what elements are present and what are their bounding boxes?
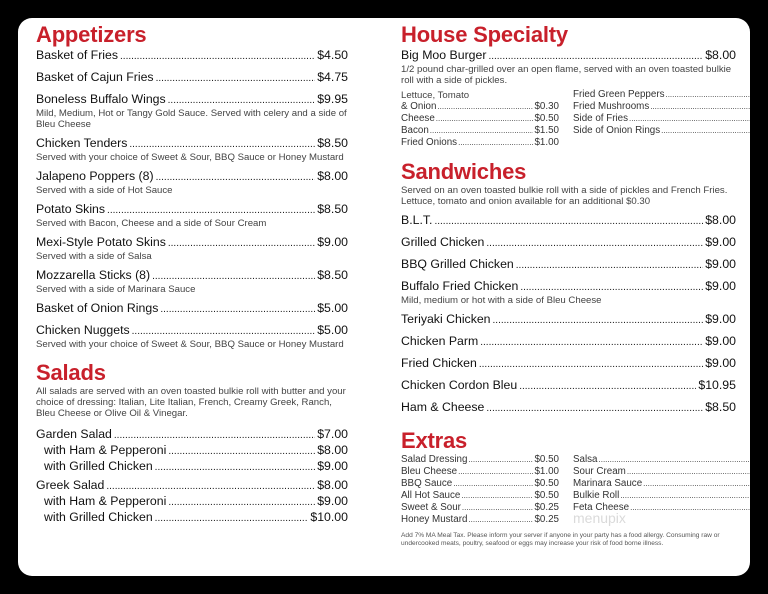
item-price: $8.50 [317, 202, 348, 216]
leader-dots [488, 49, 703, 64]
item-name: Salsa [573, 454, 598, 465]
leader-dots [430, 125, 534, 137]
mini-item [401, 137, 559, 149]
item-description: Served with a side of Hot Sauce [36, 185, 173, 196]
item-name: All Hot Sauce [401, 490, 461, 501]
sandwiches-list [401, 213, 736, 422]
addons-right [573, 89, 750, 149]
item-name: Fried Green Peppers [573, 89, 665, 100]
item-name: Side of Fries [573, 113, 628, 124]
right-column [401, 22, 736, 548]
mini-item [401, 454, 559, 466]
menu-item [36, 136, 348, 152]
item-name: Ham & Cheese [401, 400, 485, 414]
item-name: Bleu Cheese [401, 466, 458, 477]
item-name: Cheese [401, 113, 435, 124]
leader-dots [168, 236, 315, 251]
item-name: Chicken Parm [401, 334, 479, 348]
leader-dots [650, 101, 750, 113]
leader-dots [458, 137, 533, 149]
item-price: $5.00 [317, 323, 348, 337]
leader-dots [155, 511, 309, 526]
menu-item [36, 48, 348, 64]
item-name: Potato Skins [36, 202, 106, 216]
menu-item [401, 400, 736, 416]
item-name: Bacon [401, 125, 429, 136]
leader-dots [120, 49, 315, 64]
leader-dots [107, 203, 315, 218]
addons-left [401, 101, 559, 149]
menu-item [401, 356, 736, 372]
leader-dots [620, 490, 750, 502]
leader-dots [629, 113, 750, 125]
item-price: $9.00 [705, 356, 736, 370]
mini-item [573, 454, 750, 466]
house-specialty-heading: House Specialty [401, 22, 568, 47]
salads-heading: Salads [36, 360, 106, 385]
item-price: $9.00 [705, 235, 736, 249]
item-price: $1.50 [534, 125, 559, 136]
leader-dots [129, 137, 315, 152]
menu-item [36, 235, 348, 251]
leader-dots [520, 280, 703, 295]
addons-label: Lettuce, Tomato [401, 90, 470, 101]
leader-dots [168, 93, 316, 108]
item-name: Basket of Fries [36, 48, 119, 62]
menu-item [36, 510, 348, 526]
item-price: $9.00 [317, 494, 348, 508]
item-name: Bulkie Roll [573, 490, 620, 501]
spacer [36, 526, 348, 529]
item-name: Side of Onion Rings [573, 125, 661, 136]
menu-item [36, 202, 348, 218]
leader-dots [599, 454, 750, 466]
item-name: Jalapeno Poppers (8) [36, 169, 154, 183]
item-price: $9.95 [317, 92, 348, 106]
item-name: Mozzarella Sticks (8) [36, 268, 151, 282]
item-price: $0.50 [534, 478, 559, 489]
menu-item [401, 235, 736, 251]
leader-dots [114, 428, 315, 443]
mini-item [573, 113, 750, 125]
mini-item [401, 113, 559, 125]
mini-item [573, 478, 750, 490]
item-price: $8.50 [317, 268, 348, 282]
item-description: Served with a side of Marinara Sauce [36, 284, 196, 295]
leader-dots [486, 401, 703, 416]
leader-dots [468, 454, 533, 466]
menu-item [401, 213, 736, 229]
sandwiches-intro: Served on an oven toasted bulkie roll with a side of pickles and French Fries. Lettuce, tomato and onion available for an additional $0.30 [401, 185, 728, 207]
item-name: Buffalo Fried Chicken [401, 279, 519, 293]
item-name: Sour Cream [573, 466, 626, 477]
extras-heading: Extras [401, 428, 468, 453]
menu-item [36, 494, 348, 510]
mini-item [401, 514, 559, 526]
item-name: BBQ Sauce [401, 478, 453, 489]
item-price: $10.00 [310, 510, 348, 524]
item-name: Basket of Onion Rings [36, 301, 159, 315]
leader-dots [516, 258, 703, 273]
extras-grid [401, 454, 736, 526]
leader-dots [434, 214, 703, 229]
item-price: $8.50 [317, 136, 348, 150]
menu-item [36, 70, 348, 86]
mini-item [401, 101, 559, 113]
leader-dots [486, 236, 703, 251]
leader-dots [458, 466, 533, 478]
menu-item [401, 279, 736, 295]
item-name: with Grilled Chicken [44, 459, 153, 473]
item-description: Served with Bacon, Cheese and a side of Sour Cream [36, 218, 267, 229]
left-column [36, 22, 348, 529]
item-name: Salad Dressing [401, 454, 468, 465]
menu-item [36, 323, 348, 339]
menu-item [401, 257, 736, 273]
leader-dots [630, 502, 750, 514]
item-name: Fried Mushrooms [573, 101, 650, 112]
item-price: $1.00 [534, 466, 559, 477]
leader-dots [156, 71, 316, 86]
sandwiches-heading: Sandwiches [401, 159, 527, 184]
item-description: Served with your choice of Sweet & Sour, BBQ Sauce or Honey Mustard [36, 339, 344, 350]
item-price: $9.00 [705, 257, 736, 271]
item-price: $8.00 [317, 169, 348, 183]
item-name: Grilled Chicken [401, 235, 485, 249]
leader-dots [436, 113, 534, 125]
leader-dots [168, 495, 315, 510]
item-name: B.L.T. [401, 213, 433, 227]
menu-item [401, 378, 736, 394]
item-name: Chicken Nuggets [36, 323, 130, 337]
item-name: with Ham & Pepperoni [44, 443, 167, 457]
item-price: $0.25 [534, 502, 559, 513]
item-name: Teriyaki Chicken [401, 312, 491, 326]
item-name: Sweet & Sour [401, 502, 461, 513]
appetizers-heading: Appetizers [36, 22, 147, 47]
item-description: Mild, Medium, Hot or Tangy Gold Sauce. Served with celery and a side of Bleu Cheese [36, 108, 347, 130]
menu-item [36, 443, 348, 459]
menu-item [36, 92, 348, 108]
mini-item [573, 101, 750, 113]
item-price: $8.00 [705, 213, 736, 227]
item-name: Chicken Tenders [36, 136, 128, 150]
item-price: $9.00 [705, 279, 736, 293]
item-name: with Grilled Chicken [44, 510, 153, 524]
mini-item [401, 490, 559, 502]
watermark: menupix [573, 510, 626, 526]
leader-dots [106, 479, 315, 494]
item-price: $4.75 [317, 70, 348, 84]
item-price: $9.00 [705, 334, 736, 348]
leader-dots [152, 269, 315, 284]
item-price: $0.30 [534, 101, 559, 112]
mini-item [573, 89, 750, 101]
item-name: Chicken Cordon Bleu [401, 378, 518, 392]
leader-dots [519, 379, 696, 394]
item-price: $9.00 [705, 312, 736, 326]
menu-item [401, 48, 736, 64]
item-price: $8.50 [705, 400, 736, 414]
salads-list [36, 427, 348, 529]
mini-item [401, 125, 559, 137]
leader-dots [453, 478, 533, 490]
leader-dots [479, 357, 703, 372]
leader-dots [665, 89, 750, 101]
leader-dots [661, 125, 750, 137]
leader-dots [132, 324, 316, 339]
leader-dots [461, 490, 533, 502]
item-price: $10.95 [698, 378, 736, 392]
mini-item [573, 490, 750, 502]
item-name: Marinara Sauce [573, 478, 643, 489]
item-price: $1.00 [534, 137, 559, 148]
menu-item [401, 334, 736, 350]
menu-item [401, 312, 736, 328]
menu-item [36, 459, 348, 475]
leader-dots [160, 302, 315, 317]
menu-card [18, 18, 750, 576]
leader-dots [468, 514, 533, 526]
mini-item [401, 502, 559, 514]
leader-dots [493, 313, 704, 328]
item-name: Mexi-Style Potato Skins [36, 235, 166, 249]
extras-left [401, 454, 559, 526]
spacer [401, 416, 736, 422]
leader-dots [437, 101, 533, 113]
leader-dots [627, 466, 750, 478]
item-name: Big Moo Burger [401, 48, 487, 62]
item-price: $9.00 [317, 459, 348, 473]
mini-item [573, 466, 750, 478]
item-name: with Ham & Pepperoni [44, 494, 167, 508]
item-price: $5.00 [317, 301, 348, 315]
footnote: Add 7% MA Meal Tax. Please inform your server if anyone in your party has a food allergy. Consuming raw or undercooked meats, poultry, seafood or eggs may increase your risk of food borne illness. [401, 532, 720, 547]
item-name: Fried Onions [401, 137, 458, 148]
item-description: Mild, medium or hot with a side of Bleu Cheese [401, 295, 602, 306]
item-name: Boneless Buffalo Wings [36, 92, 166, 106]
item-name: Garden Salad [36, 427, 112, 441]
menu-item [36, 301, 348, 317]
item-name: Feta Cheese [573, 502, 630, 513]
item-price: $8.00 [317, 478, 348, 492]
item-price: $7.00 [317, 427, 348, 441]
item-description: Served with a side of Salsa [36, 251, 152, 262]
item-price: $0.50 [534, 113, 559, 124]
mini-item [573, 125, 750, 137]
leader-dots [480, 335, 703, 350]
item-price: $9.00 [317, 235, 348, 249]
item-name: & Onion [401, 101, 437, 112]
item-price: $0.25 [534, 514, 559, 525]
item-price: $8.00 [317, 443, 348, 457]
leader-dots [643, 478, 750, 490]
leader-dots [168, 444, 315, 459]
menu-item [36, 478, 348, 494]
leader-dots [462, 502, 534, 514]
item-name: Basket of Cajun Fries [36, 70, 154, 84]
leader-dots [156, 170, 316, 185]
item-description: Served with your choice of Sweet & Sour, BBQ Sauce or Honey Mustard [36, 152, 344, 163]
salads-intro: All salads are served with an oven toasted bulkie roll with butter and your choice of dressing: Italian, Lite Italian, French, Creamy Greek, Ranch, Bleu Cheese or Olive Oil & Vinegar. [36, 386, 346, 419]
item-name: Greek Salad [36, 478, 105, 492]
spacer [36, 350, 348, 356]
leader-dots [155, 460, 316, 475]
item-price: $4.50 [317, 48, 348, 62]
item-name: Fried Chicken [401, 356, 477, 370]
item-name: Honey Mustard [401, 514, 468, 525]
menu-item [36, 169, 348, 185]
item-price: $8.00 [705, 48, 736, 62]
menu-item [36, 268, 348, 284]
item-name: BBQ Grilled Chicken [401, 257, 514, 271]
menu-item [36, 427, 348, 443]
mini-item [401, 478, 559, 490]
item-description: 1/2 pound char-grilled over an open flame, served with an oven toasted bulkie roll with a side of pickles. [401, 64, 732, 86]
item-price: $0.50 [534, 454, 559, 465]
appetizers-list [36, 48, 348, 356]
item-price: $0.50 [534, 490, 559, 501]
mini-item [401, 466, 559, 478]
